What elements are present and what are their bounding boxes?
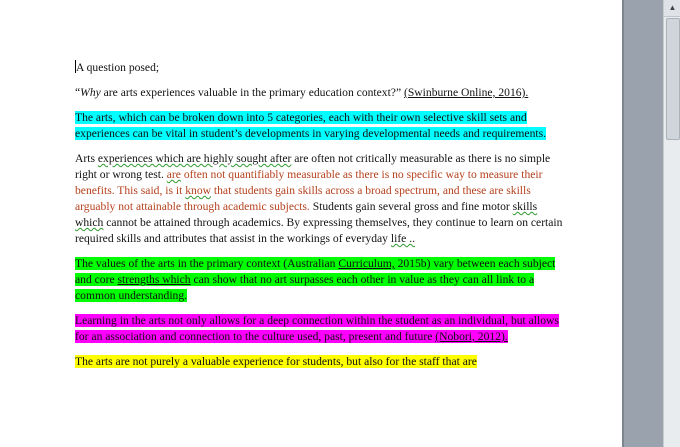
citation-swinburne: (Swinburne Online, 2016).	[404, 86, 529, 99]
page-edge	[622, 0, 624, 447]
paragraph-7[interactable]	[75, 354, 565, 370]
vertical-scrollbar[interactable]	[663, 0, 680, 447]
grammar-flag: skills which	[75, 200, 538, 229]
document-body[interactable]	[75, 60, 565, 379]
paragraph-2[interactable]: “Why are arts experiences valuable in the primary education context?” (Swinburne Online, 2016).	[75, 86, 529, 99]
highlight-yellow: The arts are not purely a valuable experience for students, but also for the staff that are	[75, 355, 477, 368]
grammar-flag: life ..	[390, 232, 416, 245]
paragraph-5[interactable]	[75, 256, 565, 304]
grammar-flag: experiences which are highly sought after	[97, 152, 292, 165]
scroll-up-arrow-icon[interactable]: ▲	[664, 0, 680, 17]
paragraph-6[interactable]	[75, 313, 565, 345]
grammar-flag: are	[166, 168, 181, 181]
scroll-thumb[interactable]	[666, 18, 680, 140]
paragraph-3[interactable]	[75, 110, 565, 142]
highlight-cyan: The arts, which can be broken down into 5 categories, each with their own selective skill sets and experiences can be vital in student’s developments in varying developmental needs and requirements.	[75, 111, 547, 140]
grammar-flag: know	[185, 184, 212, 197]
highlight-green: The values of the arts in the primary context (Australian Curriculum, 2015b) vary between each subject and core strengths which can show that no art surpasses each other in value as they can all link to a common understanding.	[75, 257, 556, 302]
paragraph-4[interactable]: Arts experiences which are highly sought after are often not critically measurable as there is no simple right or wrong test. are often not quantifiably measurable as there is no specific way to measure their benefits. This said, is it know that students gain skills across a broad spectrum, and these are skills arguably not attainable through academic subjects. Students gain several gross and fine motor skills which cannot be attained through academics. By expressing themselves, they continue to learn on certain required skills and attributes that assist in the workings of everyday life ..	[75, 152, 563, 245]
paragraph-1[interactable]: A question posed;	[76, 61, 160, 74]
highlight-magenta: Learning in the arts not only allows for a deep connection within the student as an individual, but allows for an association and connection to the culture used, past, present and future (Nobori, 2012).	[75, 314, 559, 343]
